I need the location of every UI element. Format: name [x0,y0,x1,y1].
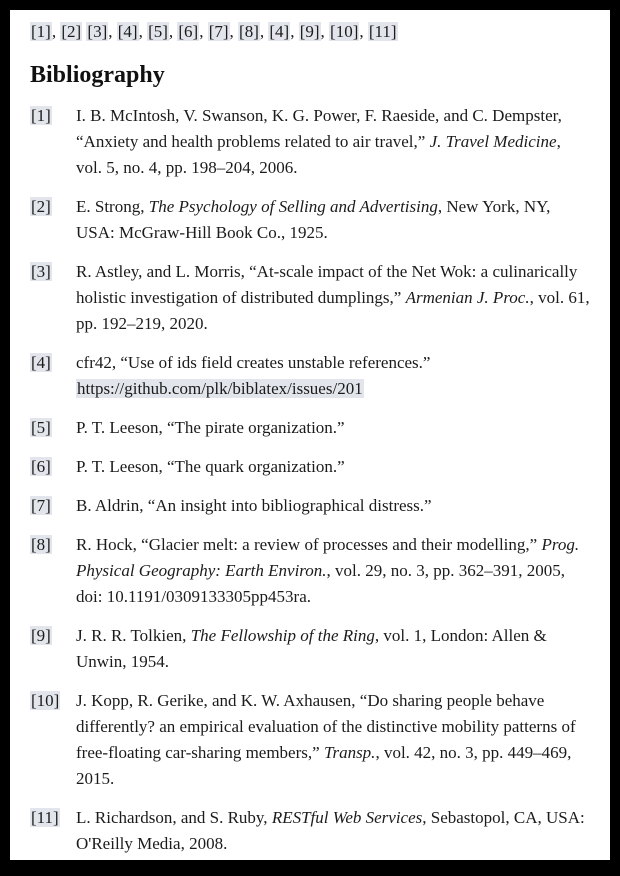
bib-entry-anchor[interactable]: [2] [31,197,51,216]
document-page [10,10,610,860]
citation-link[interactable]: [11] [368,22,397,41]
text-segment: , Sebastopol, CA, USA: O'Reilly Media, 2008. [76,808,585,853]
bib-entry-text [76,454,590,480]
bib-entry-anchor[interactable]: [3] [31,262,51,281]
text-segment: B. Aldrin, “An insight into bibliographical distress.” [76,496,432,515]
url-link[interactable]: https://github.com/plk/biblatex/issues/201 [77,379,363,398]
bib-entry-text [76,194,590,246]
text-segment: L. Richardson, and S. Ruby, [76,808,272,827]
bib-entry-text [76,532,590,610]
bib-entry [30,532,590,610]
text-segment: , vol. 1, London: Allen & Unwin, 1954. [76,626,547,671]
bib-entry-anchor[interactable]: [1] [31,106,51,125]
citation-link[interactable]: [3] [87,22,108,41]
text-segment: , vol. 29, no. 3, pp. 362–391, 2005, doi: 10.1191/0309133305pp453ra. [76,561,566,606]
bib-entry-label [30,415,76,441]
bib-entry-anchor[interactable]: [10] [31,691,60,710]
text-segment: , New York, NY, USA: McGraw-Hill Book Co., 1925. [76,197,551,242]
text-segment: E. Strong, [76,197,149,216]
citation-link[interactable]: [4] [117,22,138,41]
bib-entry-anchor[interactable]: [8] [31,535,51,554]
bib-entry-anchor[interactable]: [11] [31,808,59,827]
citation-link[interactable]: [4] [269,22,290,41]
work-title-italic: The Psychology of Selling and Advertising [148,197,438,216]
bib-entry-text [76,415,590,441]
page-title: Bibliography [30,62,165,88]
bib-entry-text [76,350,590,402]
bib-entry-label [30,454,76,480]
bib-entry-text [76,103,590,181]
bib-entry-label [30,350,76,376]
bib-entry [30,805,590,857]
work-title-italic: RESTful Web Services [271,808,423,827]
citation-link[interactable]: [1] [31,22,51,41]
bib-entry-anchor[interactable]: [5] [31,418,51,437]
work-title-italic: The Fellowship of the Ring [190,626,375,645]
bibliography-list [30,103,590,857]
text-segment: I. B. McIntosh, V. Swanson, K. G. Power, F. Raeside, and C. Dempster, “Anxiety and health problems related to air travel,” [76,106,562,151]
text-segment: J. R. R. Tolkien, [76,626,191,645]
citation-link[interactable]: [2] [61,22,82,41]
citation-link[interactable]: [6] [178,22,199,41]
text-segment: R. Astley, and L. Morris, “At-scale impact of the Net Wok: a culinarically holistic investigation of distributed dumplings,” [76,262,578,307]
bib-entry-anchor[interactable]: [6] [31,457,51,476]
bib-entry [30,454,590,480]
bib-entry-text [76,688,590,792]
text-segment: R. Hock, “Glacier melt: a review of processes and their modelling,” [76,535,542,554]
bib-entry-text [76,623,590,675]
bib-entry-label [30,688,76,714]
citation-link[interactable]: [10] [330,22,359,41]
work-title-italic: Prog. Physical Geography: Earth Environ. [76,535,580,580]
bib-entry [30,623,590,675]
citation-link[interactable]: [9] [299,22,320,41]
bib-entry [30,350,590,402]
text-segment: P. T. Leeson, “The quark organization.” [76,457,345,476]
bib-entry-text [76,493,590,519]
text-segment: , vol. 42, no. 3, pp. 449–469, 2015. [76,743,572,788]
work-title-italic: Armenian J. Proc. [405,288,530,307]
text-segment: , vol. 5, no. 4, pp. 198–204, 2006. [76,132,561,177]
citation-link[interactable]: [8] [239,22,259,41]
bib-entry-label [30,493,76,519]
bib-entry-label [30,623,76,649]
bib-entry-label [30,532,76,558]
work-title-italic: J. Travel Medicine [429,132,557,151]
bib-entry [30,259,590,337]
citation-line: [1], [2] [3], [4], [5], [6], [7], [8], [4], [9], [10], [11] [31,22,397,41]
text-segment: J. Kopp, R. Gerike, and K. W. Axhausen, “Do sharing people behave differently? an empirical evaluation of the distinctive mobility patterns of free-floating car-sharing members,” [76,691,576,762]
text-segment: cfr42, “Use of ids field creates unstable references.” [76,353,431,372]
bib-entry [30,194,590,246]
citation-link[interactable]: [7] [208,22,229,41]
bib-entry-label [30,259,76,285]
bib-entry-anchor[interactable]: [4] [31,353,51,372]
bib-entry [30,415,590,441]
text-segment: , vol. 61, pp. 192–219, 2020. [76,288,590,333]
citation-link[interactable]: [5] [148,22,168,41]
bib-entry [30,103,590,181]
bib-entry [30,688,590,792]
work-title-italic: Transp. [323,743,376,762]
bib-entry-anchor[interactable]: [9] [31,626,51,645]
bib-entry-text [76,259,590,337]
bib-entry-label [30,194,76,220]
bib-entry [30,493,590,519]
bib-entry-anchor[interactable]: [7] [31,496,51,515]
bib-entry-text [76,805,590,857]
text-segment: P. T. Leeson, “The pirate organization.” [76,418,345,437]
bib-entry-label [30,805,76,831]
bib-entry-label [30,103,76,129]
